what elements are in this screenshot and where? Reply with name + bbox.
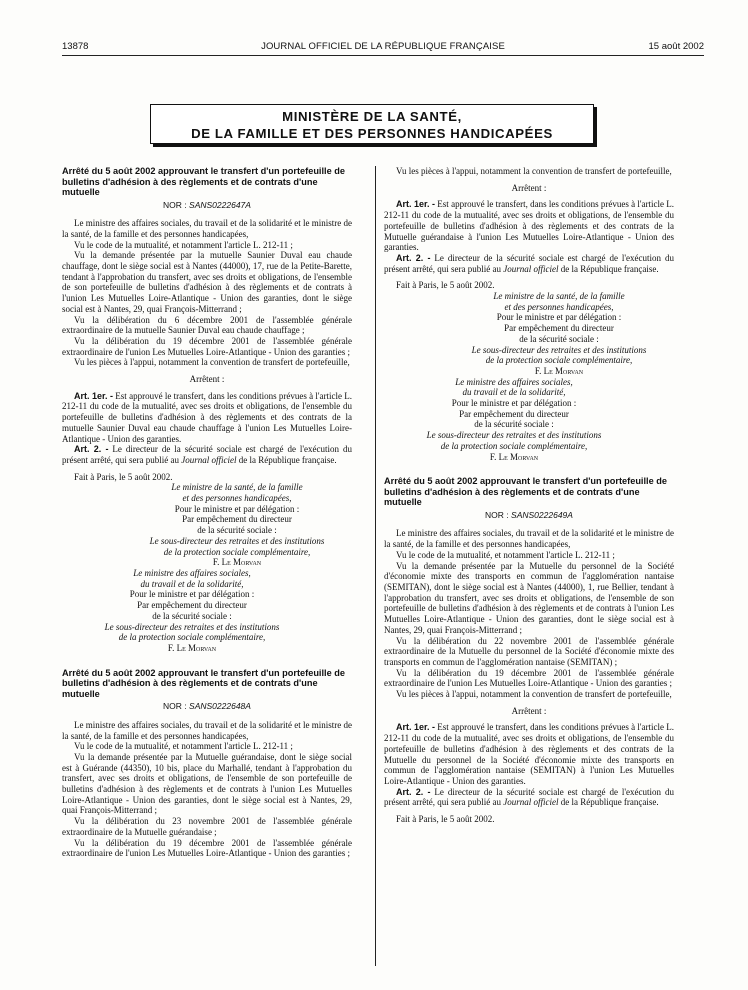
right-column <box>384 166 674 825</box>
visa: Vu le code de la mutualité, et notamment l'article L. 212-11 ; <box>74 239 293 250</box>
ministry-line-1: MINISTÈRE DE LA SANTÉ, <box>282 109 462 124</box>
arretent-heading: Arrêtent : <box>511 705 547 716</box>
visa: Vu la demande présentée par la Mutuelle guérandaise, dont le siège social est à Guérande (44350), 10 bis, place du Marhallé, tendant à l'approbation du transfert, avec ses droits et obligations, de l'ensemble de son portefeuille de bulletins d'adhésion à des règlements et de contrats à l'union Les Mutuelles Loire-Atlantique - Union des garanties, dont le siège social est à Nantes, 29, quai François-Mitterrand ; <box>62 751 352 816</box>
visa: Vu la délibération du 6 décembre 2001 de l'assemblée générale extraordinaire de la mutuelle Saunier Duval eau chaude chauffage ; <box>62 314 352 336</box>
signature-block: Le ministre de la santé, de la famille et des personnes handicapées, Pour le ministre et par délégation : Par empêchement du directeur de la sécurité sociale : Le sous-directeur des retraites et des institutions de la protection sociale complémentaire, F. Le Morvan <box>62 482 352 568</box>
signatory-name: F. Le Morvan <box>489 451 539 462</box>
visa: Vu les pièces à l'appui, notamment la convention de transfert de portefeuille, <box>396 166 672 176</box>
signatory-name: F. Le Morvan <box>212 557 262 568</box>
page-number: 13878 <box>62 41 89 52</box>
nor-reference: NOR : SANS0222647A <box>163 199 251 210</box>
visa: Vu le code de la mutualité, et notamment l'article L. 212-11 ; <box>396 549 615 560</box>
signature-block: Le ministre de la santé, de la famille et des personnes handicapées, Pour le ministre et par délégation : Par empêchement du directeur de la sécurité sociale : Le sous-directeur des retraites et des institutions de la protection sociale complémentaire, F. Le Morvan <box>384 291 674 377</box>
nor-code: SANS0222649A <box>511 509 573 520</box>
visa: Vu les pièces à l'appui, notamment la convention de transfert de portefeuille, <box>74 357 350 368</box>
arretent-heading: Arrêtent : <box>511 182 547 193</box>
article-2: Art. 2. - Le directeur de la sécurité sociale est chargé de l'exécution du présent arrêté, qui sera publié au Journal officiel de la République française. <box>384 252 674 274</box>
ministry-banner <box>150 104 594 144</box>
nor-code: SANS0222648A <box>189 701 251 712</box>
journal-title: JOURNAL OFFICIEL DE LA RÉPUBLIQUE FRANÇAISE <box>261 41 505 52</box>
visa: Vu la délibération du 19 décembre 2001 de l'assemblée générale extraordinaire de l'union Les Mutuelles Loire-Atlantique - Union des garanties ; <box>62 335 352 357</box>
arrete-title: Arrêté du 5 août 2002 approuvant le transfert d'un portefeuille de bulletins d'adhésion à des règlements et de contrats d'une mutuelle <box>62 166 345 197</box>
nor-reference: NOR : SANS0222648A <box>163 701 251 712</box>
preamble: Le ministre des affaires sociales, du travail et de la solidarité et le ministre de la santé, de la famille et des personnes handicapées, <box>62 218 352 239</box>
article-1: Art. 1er. - Est approuvé le transfert, dans les conditions prévues à l'article L. 212-11 du code de la mutualité, avec ses droits et obligations, de l'ensemble du portefeuille de bulletins d'adhésion à des règlements et des contrats de la Mutuelle du personnel de la Société d'économie mixte des transports en commun de l'agglomération nantaise (SEMITAN) à l'union Les Mutuelles Loire-Atlantique - Union des garanties. <box>384 722 674 786</box>
header-rule <box>62 55 704 56</box>
visa: Vu la délibération du 19 décembre 2001 de l'assemblée générale extraordinaire de l'union Les Mutuelles Loire-Atlantique - Union des garanties ; <box>62 837 352 859</box>
visa: Vu la demande présentée par la Mutuelle du personnel de la Société d'économie mixte des transports en commun de l'agglomération nantaise (SEMITAN), dont le siège social est à Nantes (44000), 1, rue Bellier, tendant à l'approbation du transfert, avec ses droits et obligations, de l'ensemble de son portefeuille de bulletins d'adhésion à des règlements et de contrats à l'union Les Mutuelles Loire-Atlantique - Union des garanties, dont le siège social est à Nantes, 29, quai François-Mitterrand ; <box>384 560 674 635</box>
left-column <box>62 166 352 859</box>
visa: Vu le code de la mutualité, et notamment l'article L. 212-11 ; <box>74 741 293 752</box>
article-2: Art. 2. - Le directeur de la sécurité sociale est chargé de l'exécution du présent arrêté, qui sera publié au Journal officiel de la République française. <box>384 786 674 808</box>
preamble: Le ministre des affaires sociales, du travail et de la solidarité et le ministre de la santé, de la famille et des personnes handicapées, <box>62 719 352 741</box>
signature-block: Le ministre des affaires sociales, du travail et de la solidarité, Pour le ministre et par délégation : Par empêchement du directeur de la sécurité sociale : Le sous-directeur des retraites et des institutions de la protection sociale complémentaire, F. Le Morvan <box>384 377 674 463</box>
visa: Vu la délibération du 22 novembre 2001 de l'assemblée générale extraordinaire de la Mutuelle du personnel de la Société d'économie mixte des transports en commun de l'agglomération nantaise (SEMITAN) ; <box>384 635 674 667</box>
arretent-heading: Arrêtent : <box>189 374 225 385</box>
visa: Vu la délibération du 19 décembre 2001 de l'assemblée générale extraordinaire de l'union Les Mutuelles Loire-Atlantique - Union des garanties ; <box>384 667 674 689</box>
fait-a-paris: Fait à Paris, le 5 août 2002. <box>74 471 173 482</box>
fait-a-paris: Fait à Paris, le 5 août 2002. <box>396 814 495 825</box>
ministry-line-2: DE LA FAMILLE ET DES PERSONNES HANDICAPÉES <box>191 126 553 141</box>
nor-reference: NOR : SANS0222649A <box>485 509 573 520</box>
preamble: Le ministre des affaires sociales, du travail et de la solidarité et le ministre de la santé, de la famille et des personnes handicapées, <box>384 528 674 550</box>
article-1: Art. 1er. - Est approuvé le transfert, dans les conditions prévues à l'article L. 212-11 du code de la mutualité, avec ses droits et obligations, de l'ensemble du portefeuille de bulletins d'adhésion à des règlements et des contrats de la mutuelle Saunier Duval eau chaude chauffage à l'union Les Mutuelles Loire-Atlantique - Union des garanties. <box>62 390 352 444</box>
visa: Vu les pièces à l'appui, notamment la convention de transfert de portefeuille, <box>396 689 672 700</box>
signatory-name: F. Le Morvan <box>167 642 217 653</box>
visa: Vu la délibération du 23 novembre 2001 de l'assemblée générale extraordinaire de la Mutuelle guérandaise ; <box>62 816 352 837</box>
page-header <box>62 38 704 54</box>
column-divider <box>375 166 376 966</box>
nor-code: SANS0222647A <box>189 199 251 210</box>
signatory-name: F. Le Morvan <box>534 365 584 376</box>
issue-date: 15 août 2002 <box>648 41 704 52</box>
arrete-title: Arrêté du 5 août 2002 approuvant le transfert d'un portefeuille de bulletins d'adhésion à des règlements et de contrats d'une mutuelle <box>62 667 345 699</box>
article-2: Art. 2. - Le directeur de la sécurité sociale est chargé de l'exécution du présent arrêté, qui sera publié au Journal officiel de la République française. <box>62 444 352 465</box>
fait-a-paris: Fait à Paris, le 5 août 2002. <box>396 280 495 291</box>
arrete-title: Arrêté du 5 août 2002 approuvant le transfert d'un portefeuille de bulletins d'adhésion à des règlements et de contrats d'une mutuelle <box>384 476 667 508</box>
article-1: Art. 1er. - Est approuvé le transfert, dans les conditions prévues à l'article L. 212-11 du code de la mutualité, avec ses droits et obligations, de l'ensemble du portefeuille de bulletins d'adhésion à des règlements et des contrats de la Mutuelle guérandaise à l'union Les Mutuelles Loire-Atlantique - Union des garanties. <box>384 199 674 253</box>
signature-block: Le ministre des affaires sociales, du travail et de la solidarité, Pour le ministre et par délégation : Par empêchement du directeur de la sécurité sociale : Le sous-directeur des retraites et des institutions de la protection sociale complémentaire, F. Le Morvan <box>62 568 352 654</box>
visa: Vu la demande présentée par la mutuelle Saunier Duval eau chaude chauffage, dont le siège social est à Nantes (44000), 17, rue de la Petite-Barette, tendant à l'approbation du transfert, avec ses droits et obligations, de l'ensemble de son portefeuille de bulletins d'adhésion à des règlements et de contrats à l'union Les Mutuelles Loire-Atlantique - Union des garanties, dont le siège social est à Nantes, 29, quai François-Mitterrand ; <box>62 250 352 314</box>
